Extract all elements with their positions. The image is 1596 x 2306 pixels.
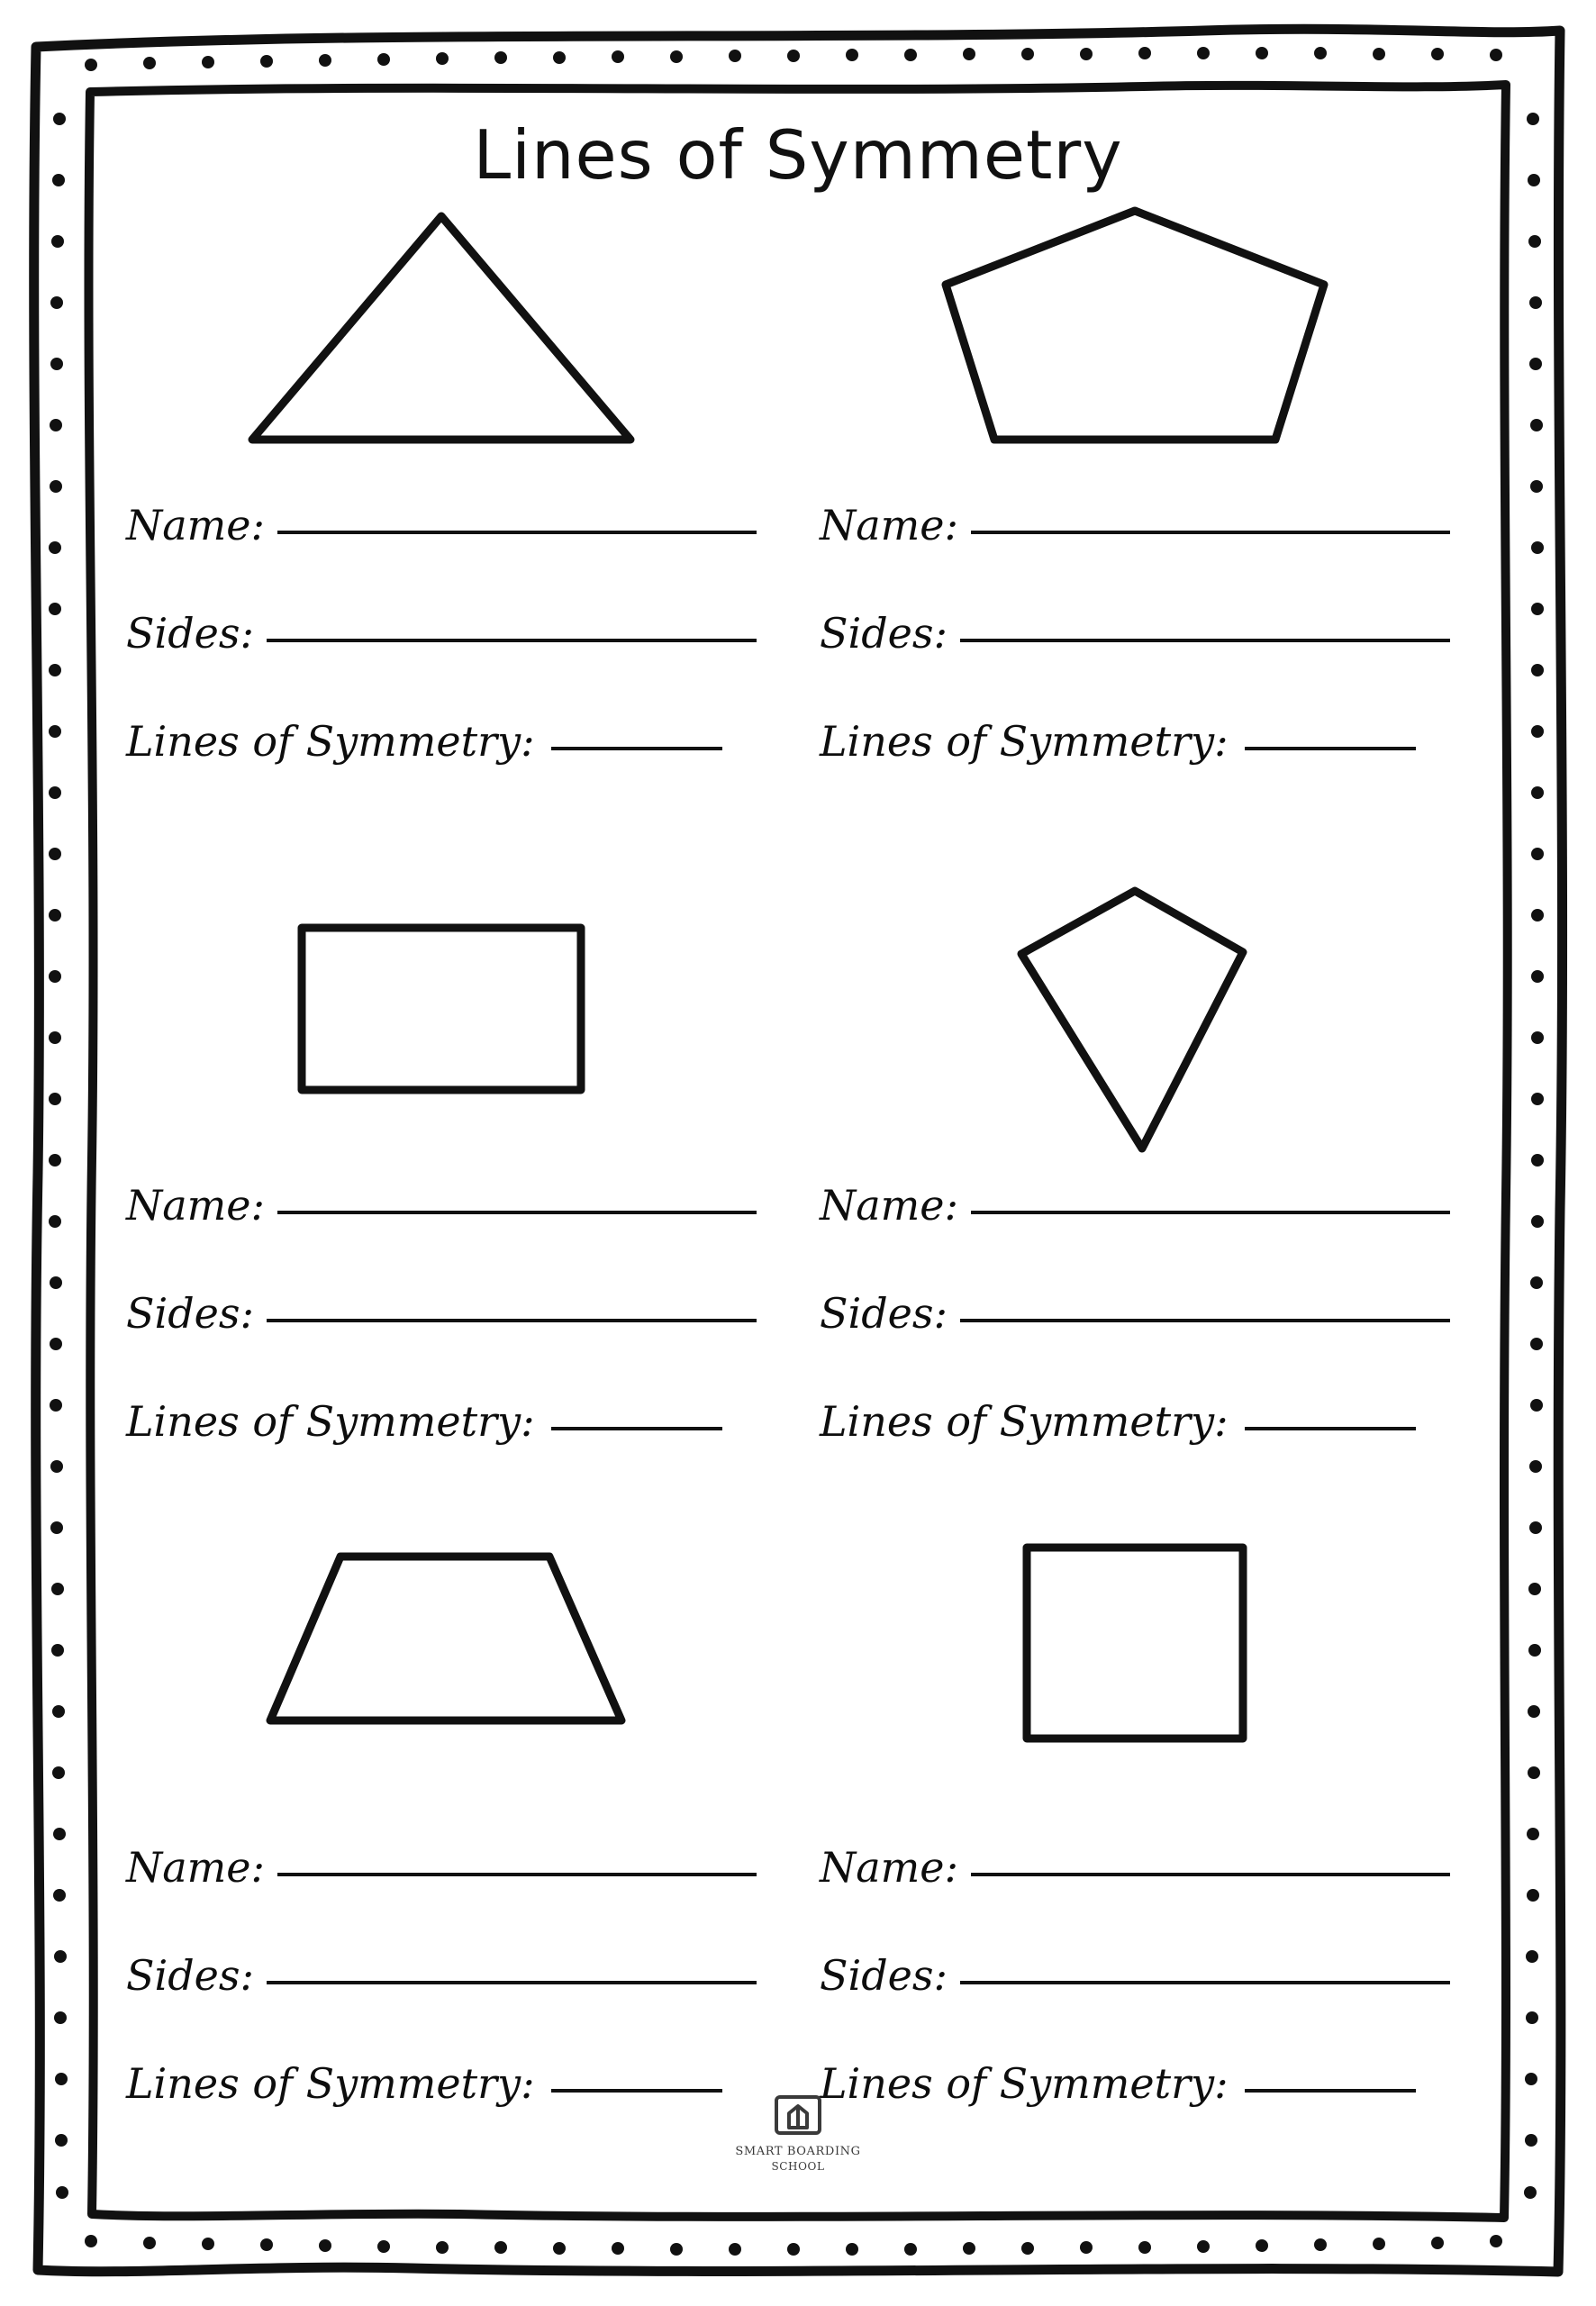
sides-field-row — [126, 1289, 757, 1397]
lines-label: Lines of Symmetry: — [126, 2059, 535, 2108]
problem-3-fields — [126, 1181, 757, 1505]
sides-label: Sides: — [820, 1951, 948, 2000]
problem-2 — [820, 198, 1450, 856]
problem-1-fields — [126, 501, 757, 825]
name-answer-line[interactable] — [277, 1211, 757, 1214]
name-field-row — [126, 1843, 757, 1951]
sides-label: Sides: — [820, 609, 948, 658]
lines-field-row — [820, 717, 1450, 825]
lines-answer-line[interactable] — [1245, 1427, 1416, 1430]
name-label: Name: — [126, 1181, 266, 1230]
sides-field-row — [126, 1951, 757, 2059]
page-title: Lines of Symmetry — [473, 115, 1123, 195]
lines-label: Lines of Symmetry: — [820, 1397, 1229, 1446]
logo-line-2: SCHOOL — [771, 2160, 825, 2173]
footer-logo — [726, 2088, 870, 2173]
lines-field-row — [820, 1397, 1450, 1505]
shape-triangle-icon — [126, 198, 757, 495]
name-answer-line[interactable] — [277, 1873, 757, 1876]
name-field-row — [126, 1181, 757, 1289]
sides-field-row — [126, 609, 757, 717]
lines-label: Lines of Symmetry: — [126, 1397, 535, 1446]
problems-grid — [108, 198, 1495, 2207]
book-logo-icon — [769, 2088, 827, 2142]
problem-4 — [820, 878, 1450, 1536]
shape-kite-icon — [820, 878, 1450, 1176]
lines-label: Lines of Symmetry: — [126, 717, 535, 766]
name-label: Name: — [820, 1843, 959, 1892]
lines-field-row — [820, 2059, 1450, 2167]
shape-square-icon — [820, 1540, 1450, 1838]
shape-trapezoid-icon — [126, 1540, 757, 1838]
sides-label: Sides: — [126, 1289, 254, 1338]
name-field-row — [820, 501, 1450, 609]
sides-label: Sides: — [126, 1951, 254, 2000]
sides-field-row — [820, 609, 1450, 717]
shape-pentagon-icon — [820, 198, 1450, 495]
problem-5 — [126, 1540, 757, 2198]
problem-6 — [820, 1540, 1450, 2198]
name-field-row — [820, 1181, 1450, 1289]
lines-answer-line[interactable] — [551, 1427, 722, 1430]
shape-rectangle-icon — [126, 878, 757, 1176]
name-label: Name: — [820, 1181, 959, 1230]
name-label: Name: — [126, 1843, 266, 1892]
lines-answer-line[interactable] — [1245, 747, 1416, 750]
problem-2-fields — [820, 501, 1450, 825]
sides-label: Sides: — [126, 609, 254, 658]
lines-field-row — [126, 717, 757, 825]
lines-answer-line[interactable] — [551, 747, 722, 750]
lines-answer-line[interactable] — [551, 2089, 722, 2093]
lines-field-row — [126, 2059, 757, 2167]
sides-answer-line[interactable] — [960, 1981, 1450, 1984]
logo-line-1: SMART BOARDING — [735, 2145, 861, 2158]
name-label: Name: — [126, 501, 266, 549]
lines-field-row — [126, 1397, 757, 1505]
problem-1 — [126, 198, 757, 856]
name-answer-line[interactable] — [971, 531, 1450, 534]
problem-6-fields — [820, 1843, 1450, 2167]
lines-answer-line[interactable] — [1245, 2089, 1416, 2093]
name-label: Name: — [820, 501, 959, 549]
sides-field-row — [820, 1951, 1450, 2059]
problem-3 — [126, 878, 757, 1536]
name-answer-line[interactable] — [971, 1211, 1450, 1214]
sides-answer-line[interactable] — [267, 1981, 757, 1984]
name-field-row — [820, 1843, 1450, 1951]
sides-label: Sides: — [820, 1289, 948, 1338]
lines-label: Lines of Symmetry: — [820, 2059, 1229, 2108]
problem-4-fields — [820, 1181, 1450, 1505]
sides-answer-line[interactable] — [267, 1319, 757, 1322]
problem-5-fields — [126, 1843, 757, 2167]
name-answer-line[interactable] — [277, 531, 757, 534]
sides-answer-line[interactable] — [960, 639, 1450, 642]
sides-answer-line[interactable] — [960, 1319, 1450, 1322]
name-answer-line[interactable] — [971, 1873, 1450, 1876]
sides-answer-line[interactable] — [267, 639, 757, 642]
name-field-row — [126, 501, 757, 609]
lines-label: Lines of Symmetry: — [820, 717, 1229, 766]
sides-field-row — [820, 1289, 1450, 1397]
